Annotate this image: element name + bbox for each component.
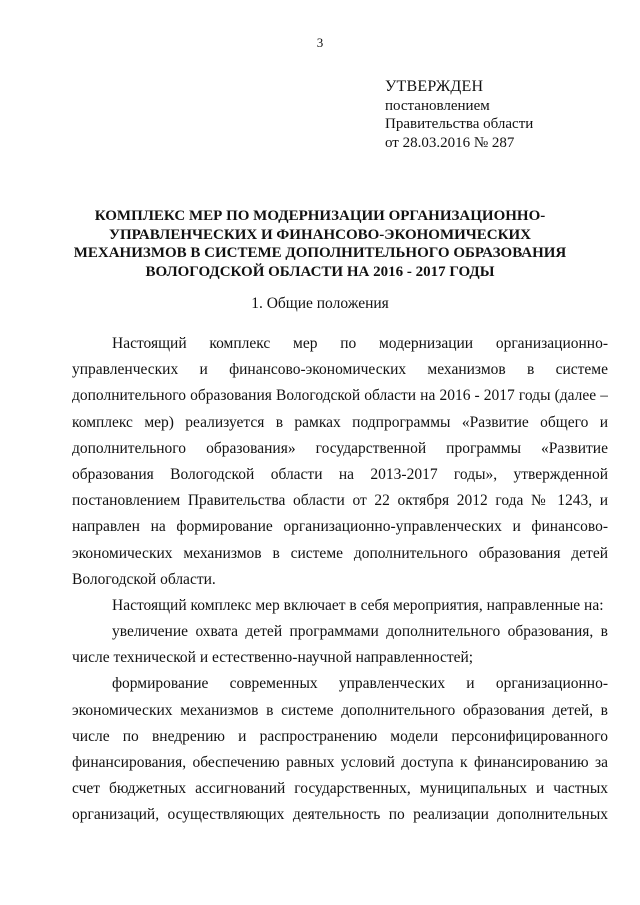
title-line: МЕХАНИЗМОВ В СИСТЕМЕ ДОПОЛНИТЕЛЬНОГО ОБРАЗОВАНИЯ: [73, 245, 567, 261]
paragraph-line: формирование современных управленческих и организационно-: [112, 675, 608, 693]
paragraph-line: экономических механизмов в системе дополнительного образования детей: [72, 544, 608, 562]
paragraph-line: экономических механизмов в системе дополнительного образования детей, в: [72, 701, 608, 719]
paragraph: [72, 619, 608, 671]
document-title: [72, 207, 568, 281]
section-heading: 1. Общие положения: [251, 295, 389, 312]
paragraph-line: Вологодской области.: [72, 570, 216, 588]
paragraph-line: дополнительного образования» государственной программы «Развитие: [72, 439, 608, 457]
paragraph-line: постановлением Правительства области от 22 октября 2012 года № 1243, и: [72, 492, 608, 510]
title-line: КОМПЛЕКС МЕР ПО МОДЕРНИЗАЦИИ ОРГАНИЗАЦИОННО-: [94, 208, 546, 224]
paragraph-line: управленческих и финансово-экономических механизмов в системе: [72, 361, 608, 379]
paragraph-line: дополнительного образования Вологодской области на 2016 - 2017 годы (далее –: [72, 387, 608, 405]
paragraph: [72, 331, 608, 593]
paragraph: [72, 593, 608, 619]
document-body: [72, 331, 608, 829]
paragraph-line: организаций, осуществляющих деятельность по реализации дополнительных: [72, 806, 608, 824]
paragraph-line: комплекс мер) реализуется в рамках подпрограммы «Развитие общего и: [72, 413, 608, 431]
paragraph-line: Настоящий комплекс мер включает в себя мероприятия, направленные на:: [112, 596, 604, 614]
page-number: 3: [316, 35, 324, 50]
paragraph-line: финансирования, обеспечению равных условий доступа к финансированию за: [72, 754, 608, 771]
paragraph-line: увеличение охвата детей программами дополнительного образования, в: [112, 623, 608, 641]
title-line: УПРАВЛЕНЧЕСКИХ И ФИНАНСОВО-ЭКОНОМИЧЕСКИХ: [108, 226, 532, 243]
paragraph-line: числе по внедрению и распространению модели персонифицированного: [72, 727, 608, 745]
paragraph-line: образования Вологодской области на 2013-2017 годы», утвержденной: [72, 465, 608, 483]
paragraph-line: направлен на формирование организационно-управленческих и финансово-: [72, 518, 608, 536]
paragraph-line: числе технической и естественно-научной направленностей;: [72, 649, 474, 667]
approval-line: постановлением: [385, 97, 490, 114]
approval-line: Правительства области: [385, 116, 534, 132]
approval-block: [385, 78, 625, 152]
approval-line: от 28.03.2016 № 287: [385, 134, 515, 151]
approval-heading: УТВЕРЖДЕН: [385, 78, 484, 95]
paragraph-line: Настоящий комплекс мер по модернизации организационно-: [112, 335, 608, 352]
paragraph: [72, 671, 608, 828]
paragraph-line: счет бюджетных ассигнований государственных, муниципальных и частных: [72, 780, 608, 798]
title-line: ВОЛОГОДСКОЙ ОБЛАСТИ НА 2016 - 2017 ГОДЫ: [145, 263, 495, 280]
